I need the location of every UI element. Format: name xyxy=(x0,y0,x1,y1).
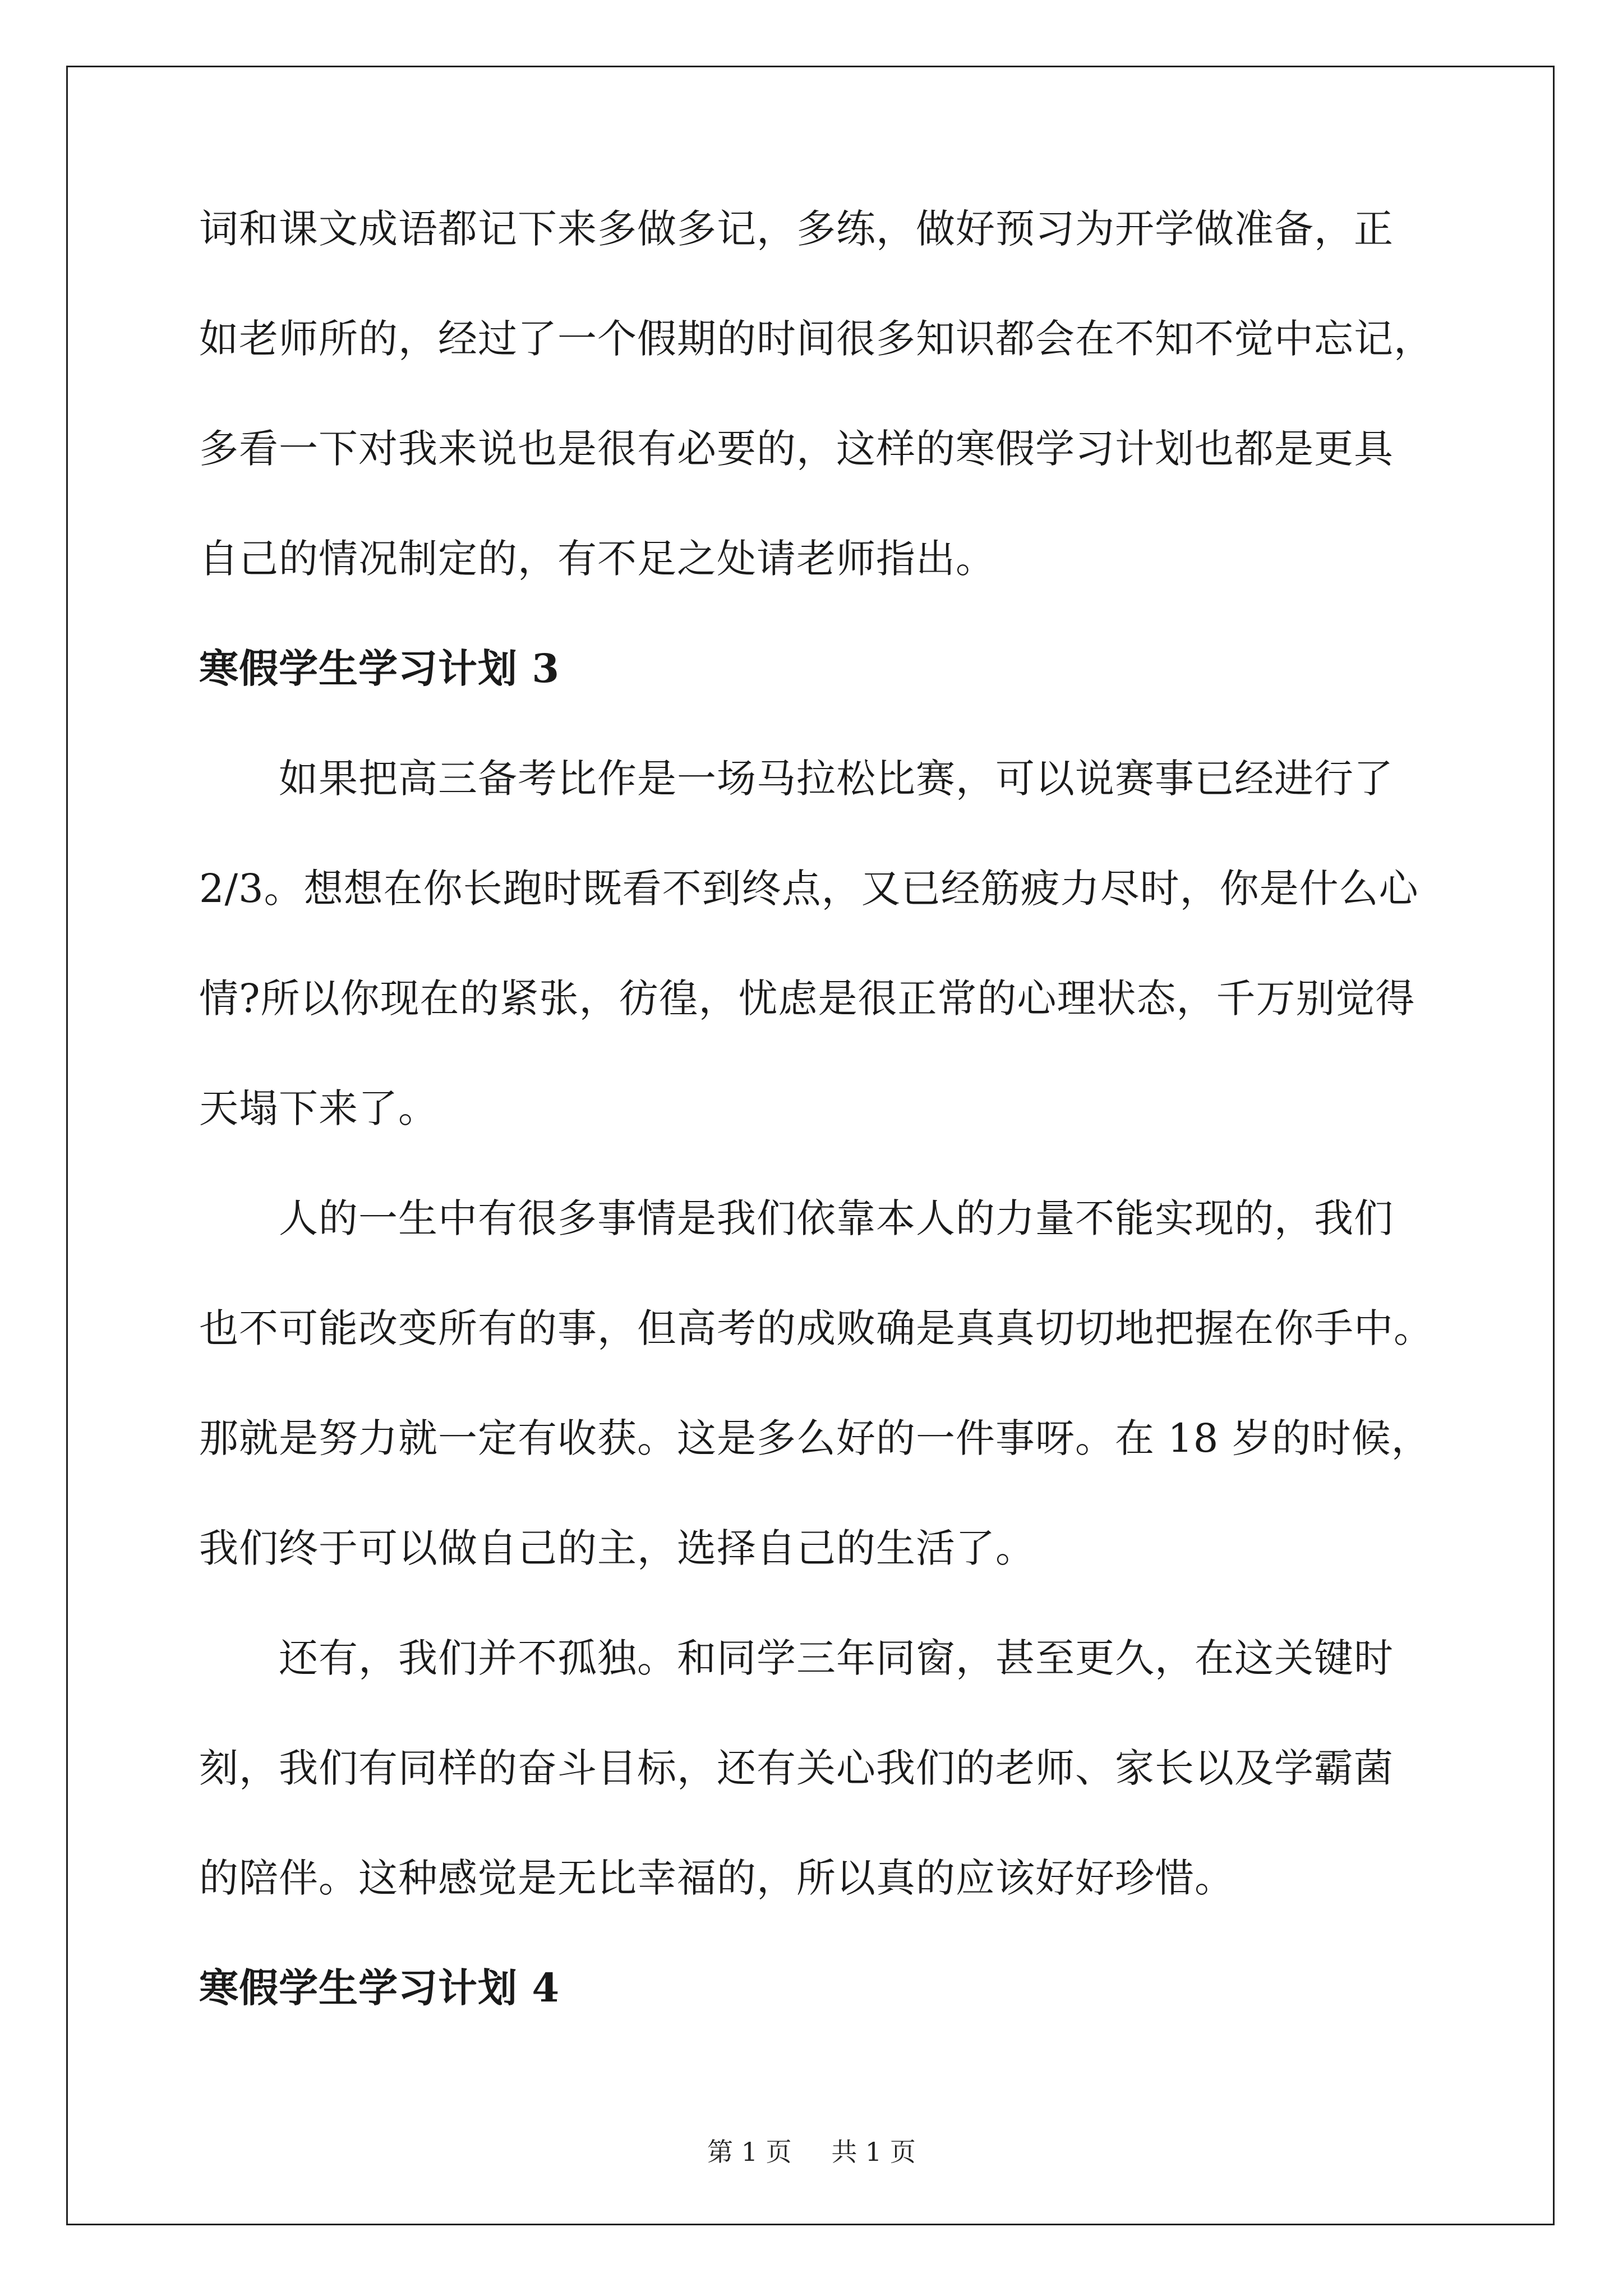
text-line: 我们终于可以做自己的主，选择自己的生活了。 xyxy=(199,1525,1035,1571)
text-line: 天塌下来了。 xyxy=(199,1085,438,1131)
page-footer xyxy=(0,2136,1623,2168)
paragraph xyxy=(199,202,1433,586)
page-number: 第 1 页 xyxy=(707,2137,792,2167)
text-line: 的陪伴。这种感觉是无比幸福的，所以真的应该好好珍惜。 xyxy=(199,1855,1234,1901)
text-line: 多看一下对我来说也是很有必要的，这样的寒假学习计划也都是更具 xyxy=(199,426,1394,472)
page-total: 共 1 页 xyxy=(831,2137,916,2167)
section-heading-block xyxy=(199,1961,1430,2015)
section-heading: 寒假学生学习计划 3 xyxy=(199,645,560,692)
text-line: 如果把高三备考比作是一场马拉松比赛，可以说赛事已经进行了 xyxy=(279,756,1394,802)
paragraph xyxy=(199,1631,1430,1905)
text-line: 自己的情况制定的，有不足之处请老师指出。 xyxy=(199,536,995,582)
text-line: 词和课文成语都记下来多做多记，多练，做好预习为开学做准备，正 xyxy=(199,206,1394,252)
section-heading-block xyxy=(199,642,1430,696)
section-heading: 寒假学生学习计划 4 xyxy=(199,1964,560,2011)
text-line: 如老师所的，经过了一个假期的时间很多知识都会在不知不觉中忘记， xyxy=(199,316,1433,362)
document-body xyxy=(199,202,1433,2015)
text-line: 人的一生中有很多事情是我们依靠本人的力量不能实现的，我们 xyxy=(279,1195,1394,1241)
text-line: 那就是努力就一定有收获。这是多么好的一件事呀。在 18 岁的时候， xyxy=(199,1415,1431,1461)
paragraph xyxy=(199,752,1430,1135)
text-line: 刻，我们有同样的奋斗目标，还有关心我们的老师、家长以及学霸菌 xyxy=(199,1745,1394,1791)
paragraph xyxy=(199,1191,1433,1575)
text-line: 还有，我们并不孤独。和同学三年同窗，甚至更久，在这关键时 xyxy=(279,1635,1394,1681)
text-line: 也不可能改变所有的事，但高考的成败确是真真切切地把握在你手中。 xyxy=(199,1305,1433,1351)
text-line: 情?所以你现在的紧张，彷徨，忧虑是很正常的心理状态，千万别觉得 xyxy=(199,976,1415,1022)
text-line: 2/3。想想在你长跑时既看不到终点，又已经筋疲力尽时，你是什么心 xyxy=(199,866,1419,912)
